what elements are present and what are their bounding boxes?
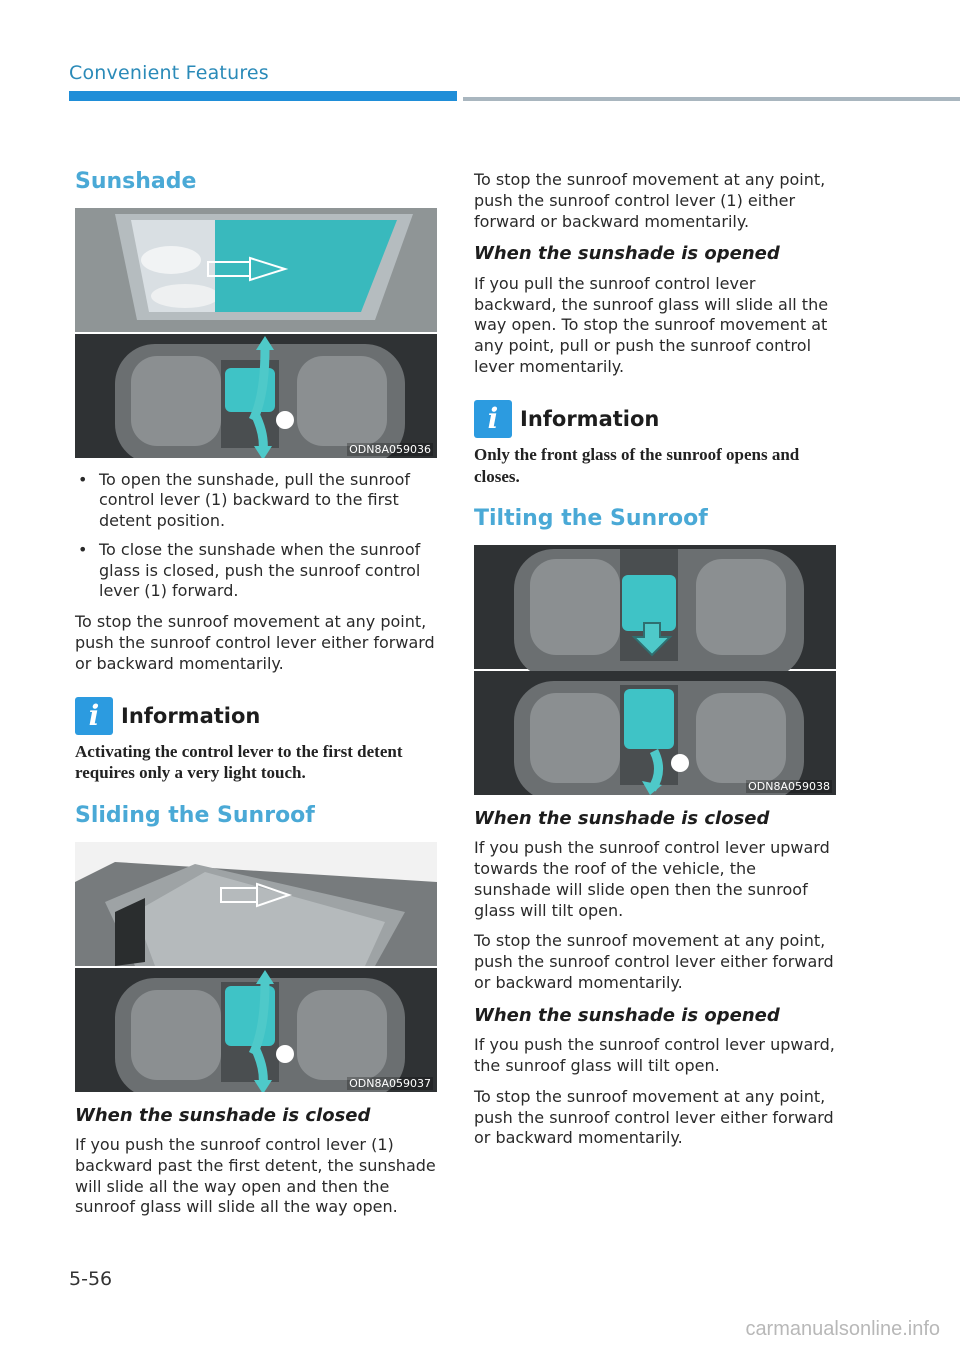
- page-number: 5-56: [69, 1268, 113, 1290]
- info-text: Activating the control lever to the first detent requires only a very light touch.: [75, 741, 403, 783]
- tilting-closed-subheading: When the sunshade is closed: [474, 807, 770, 829]
- information-icon: i: [474, 400, 512, 438]
- info-header: [75, 697, 437, 735]
- tilting-closed-stop-text: To stop the sunroof movement at any point, push the sunroof control lever either forward or backward momentarily.: [474, 931, 834, 992]
- header-rule-gray: [463, 97, 960, 101]
- tilting-opened-stop-text: To stop the sunroof movement at any point, push the sunroof control lever either forward or backward momentarily.: [474, 1086, 834, 1148]
- sliding-figure: [75, 842, 437, 1092]
- bullet-text: To close the sunshade when the sunroof glass is closed, push the sunroof control lever (1) forward.: [99, 539, 421, 601]
- figure-code: ODN8A059036: [349, 442, 431, 456]
- information-icon: i: [75, 697, 113, 735]
- sunshade-bullet-list: [75, 470, 437, 603]
- tilting-illustration: [474, 545, 836, 795]
- figure-code: ODN8A059037: [349, 1076, 431, 1090]
- left-column: [75, 168, 437, 1228]
- sliding-opened-subheading: When the sunshade is opened: [474, 243, 780, 265]
- header-rule-blue: [69, 91, 457, 101]
- bullet-text: To open the sunshade, pull the sunroof control lever (1) backward to the first detent position.: [99, 469, 411, 531]
- sunshade-heading: Sunshade: [75, 169, 197, 194]
- sliding-illustration: [75, 842, 437, 1092]
- list-item: [75, 540, 437, 602]
- info-text: Only the front glass of the sunroof opens and closes.: [474, 444, 800, 486]
- tilting-opened-subheading: When the sunshade is opened: [474, 1004, 780, 1026]
- info-label: Information: [520, 406, 660, 431]
- tilting-heading: Tilting the Sunroof: [474, 506, 708, 532]
- tilting-figure: [474, 545, 836, 795]
- page-header-title: Convenient Features: [69, 62, 269, 84]
- bullet-glyph: •: [78, 539, 88, 559]
- info-header: [474, 400, 836, 438]
- list-item: [75, 470, 437, 532]
- figure-code: ODN8A059038: [748, 779, 830, 793]
- sliding-heading: Sliding the Sunroof: [75, 803, 315, 829]
- sliding-stop-text: To stop the sunroof movement at any point, push the sunroof control lever (1) either forward or backward momentarily.: [474, 170, 826, 231]
- sunshade-stop-text: To stop the sunroof movement at any point, push the sunroof control lever either forward or backward momentarily.: [75, 612, 435, 673]
- sunshade-figure: [75, 208, 437, 458]
- sliding-closed-text: If you push the sunroof control lever (1) backward past the first detent, the sunshade will slide all the way open and then the sunroof glass will slide all the way open.: [75, 1135, 436, 1217]
- sliding-opened-text: If you pull the sunroof control lever backward, the sunroof glass will slide all the way open. To stop the sunroof movement at any point, pull or push the sunroof control lever momentarily.: [474, 273, 829, 376]
- sunshade-illustration: [75, 208, 437, 458]
- tilting-opened-text: If you push the sunroof control lever upward, the sunroof glass will tilt open.: [474, 1035, 835, 1075]
- bullet-glyph: •: [78, 469, 88, 489]
- right-column: [474, 170, 836, 1159]
- sliding-closed-subheading: When the sunshade is closed: [75, 1104, 371, 1126]
- tilting-closed-text: If you push the sunroof control lever upward towards the roof of the vehicle, the sunshade will slide open then the sunroof glass will tilt open.: [474, 838, 830, 920]
- info-label: Information: [121, 703, 261, 728]
- watermark: carmanualsonline.info: [745, 1318, 940, 1340]
